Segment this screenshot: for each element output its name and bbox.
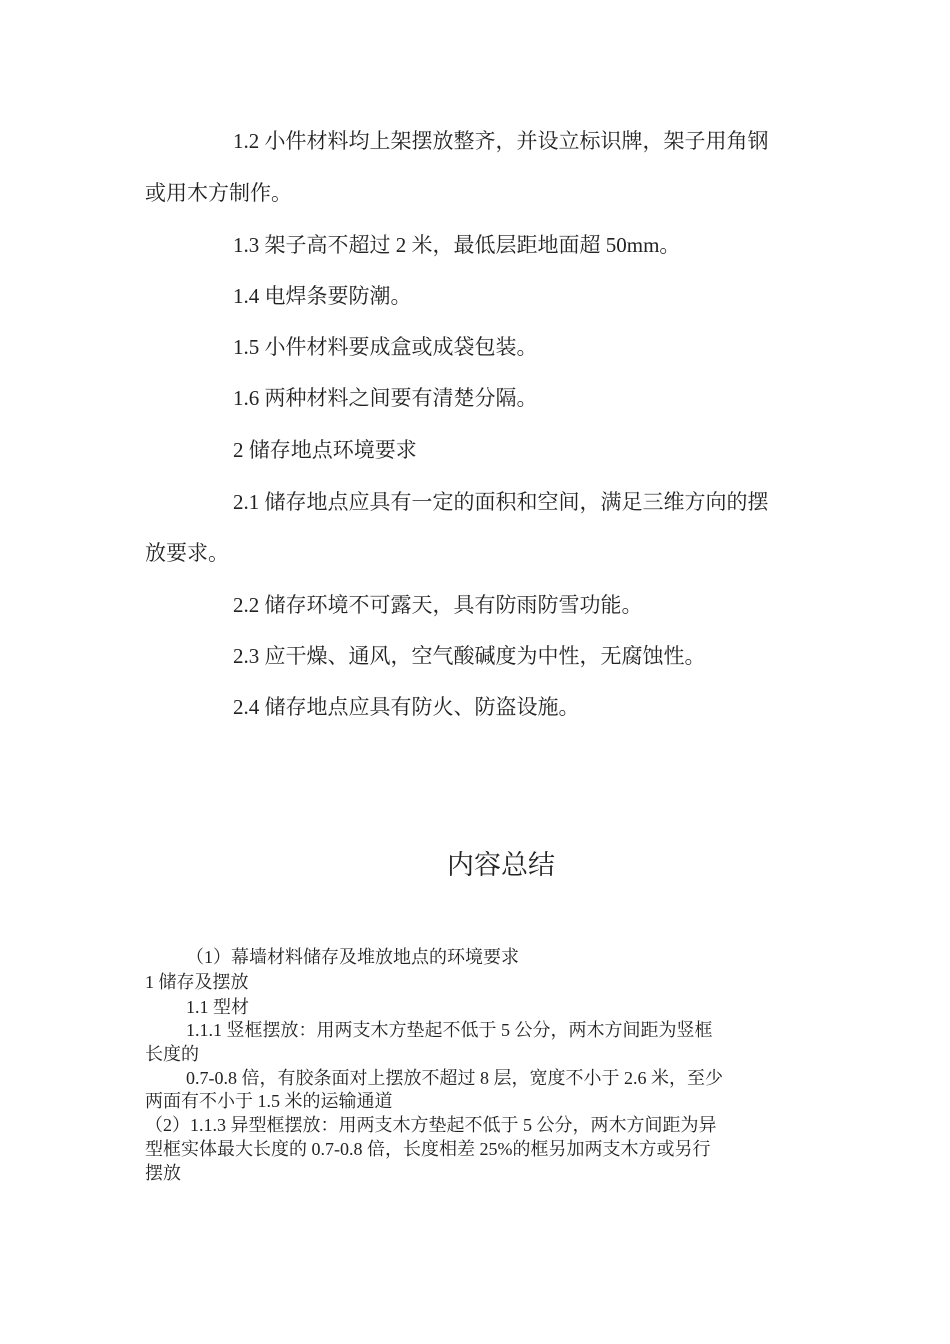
summary-line: 型框实体最大长度的 0.7-0.8 倍，长度相差 25%的框另加两支木方或另行 xyxy=(145,1139,711,1159)
heading-2: 2 储存地点环境要求 xyxy=(233,438,417,462)
summary-line: 摆放 xyxy=(145,1163,181,1183)
paragraph-2-4: 2.4 储存地点应具有防火、防盗设施。 xyxy=(233,695,580,719)
paragraph-2-3: 2.3 应干燥、通风，空气酸碱度为中性，无腐蚀性。 xyxy=(233,644,706,668)
paragraph-1-2-cont: 或用木方制作。 xyxy=(145,181,292,205)
paragraph-2-1: 2.1 储存地点应具有一定的面积和空间，满足三维方向的摆 xyxy=(233,490,769,514)
summary-line: （2）1.1.3 异型框摆放：用两支木方垫起不低于 5 公分，两木方间距为异 xyxy=(145,1115,717,1135)
paragraph-1-2: 1.2 小件材料均上架摆放整齐，并设立标识牌，架子用角钢 xyxy=(233,129,769,153)
summary-line: （1）幕墙材料储存及堆放地点的环境要求 xyxy=(186,947,519,967)
summary-line: 长度的 xyxy=(145,1044,199,1064)
summary-line: 两面有不小于 1.5 米的运输通道 xyxy=(145,1091,393,1111)
summary-line: 0.7-0.8 倍，有胶条面对上摆放不超过 8 层，宽度不小于 2.6 米，至少 xyxy=(186,1068,723,1088)
summary-line: 1.1 型材 xyxy=(186,997,249,1017)
paragraph-2-1-cont: 放要求。 xyxy=(145,541,229,565)
paragraph-2-2: 2.2 储存环境不可露天，具有防雨防雪功能。 xyxy=(233,593,643,617)
summary-title: 内容总结 xyxy=(447,850,555,880)
paragraph-1-5: 1.5 小件材料要成盒或成袋包装。 xyxy=(233,335,538,359)
summary-line: 1 储存及摆放 xyxy=(145,972,249,992)
paragraph-1-3: 1.3 架子高不超过 2 米，最低层距地面超 50mm。 xyxy=(233,233,681,257)
summary-line: 1.1.1 竖框摆放：用两支木方垫起不低于 5 公分，两木方间距为竖框 xyxy=(186,1020,713,1040)
paragraph-1-6: 1.6 两种材料之间要有清楚分隔。 xyxy=(233,386,538,410)
paragraph-1-4: 1.4 电焊条要防潮。 xyxy=(233,284,412,308)
